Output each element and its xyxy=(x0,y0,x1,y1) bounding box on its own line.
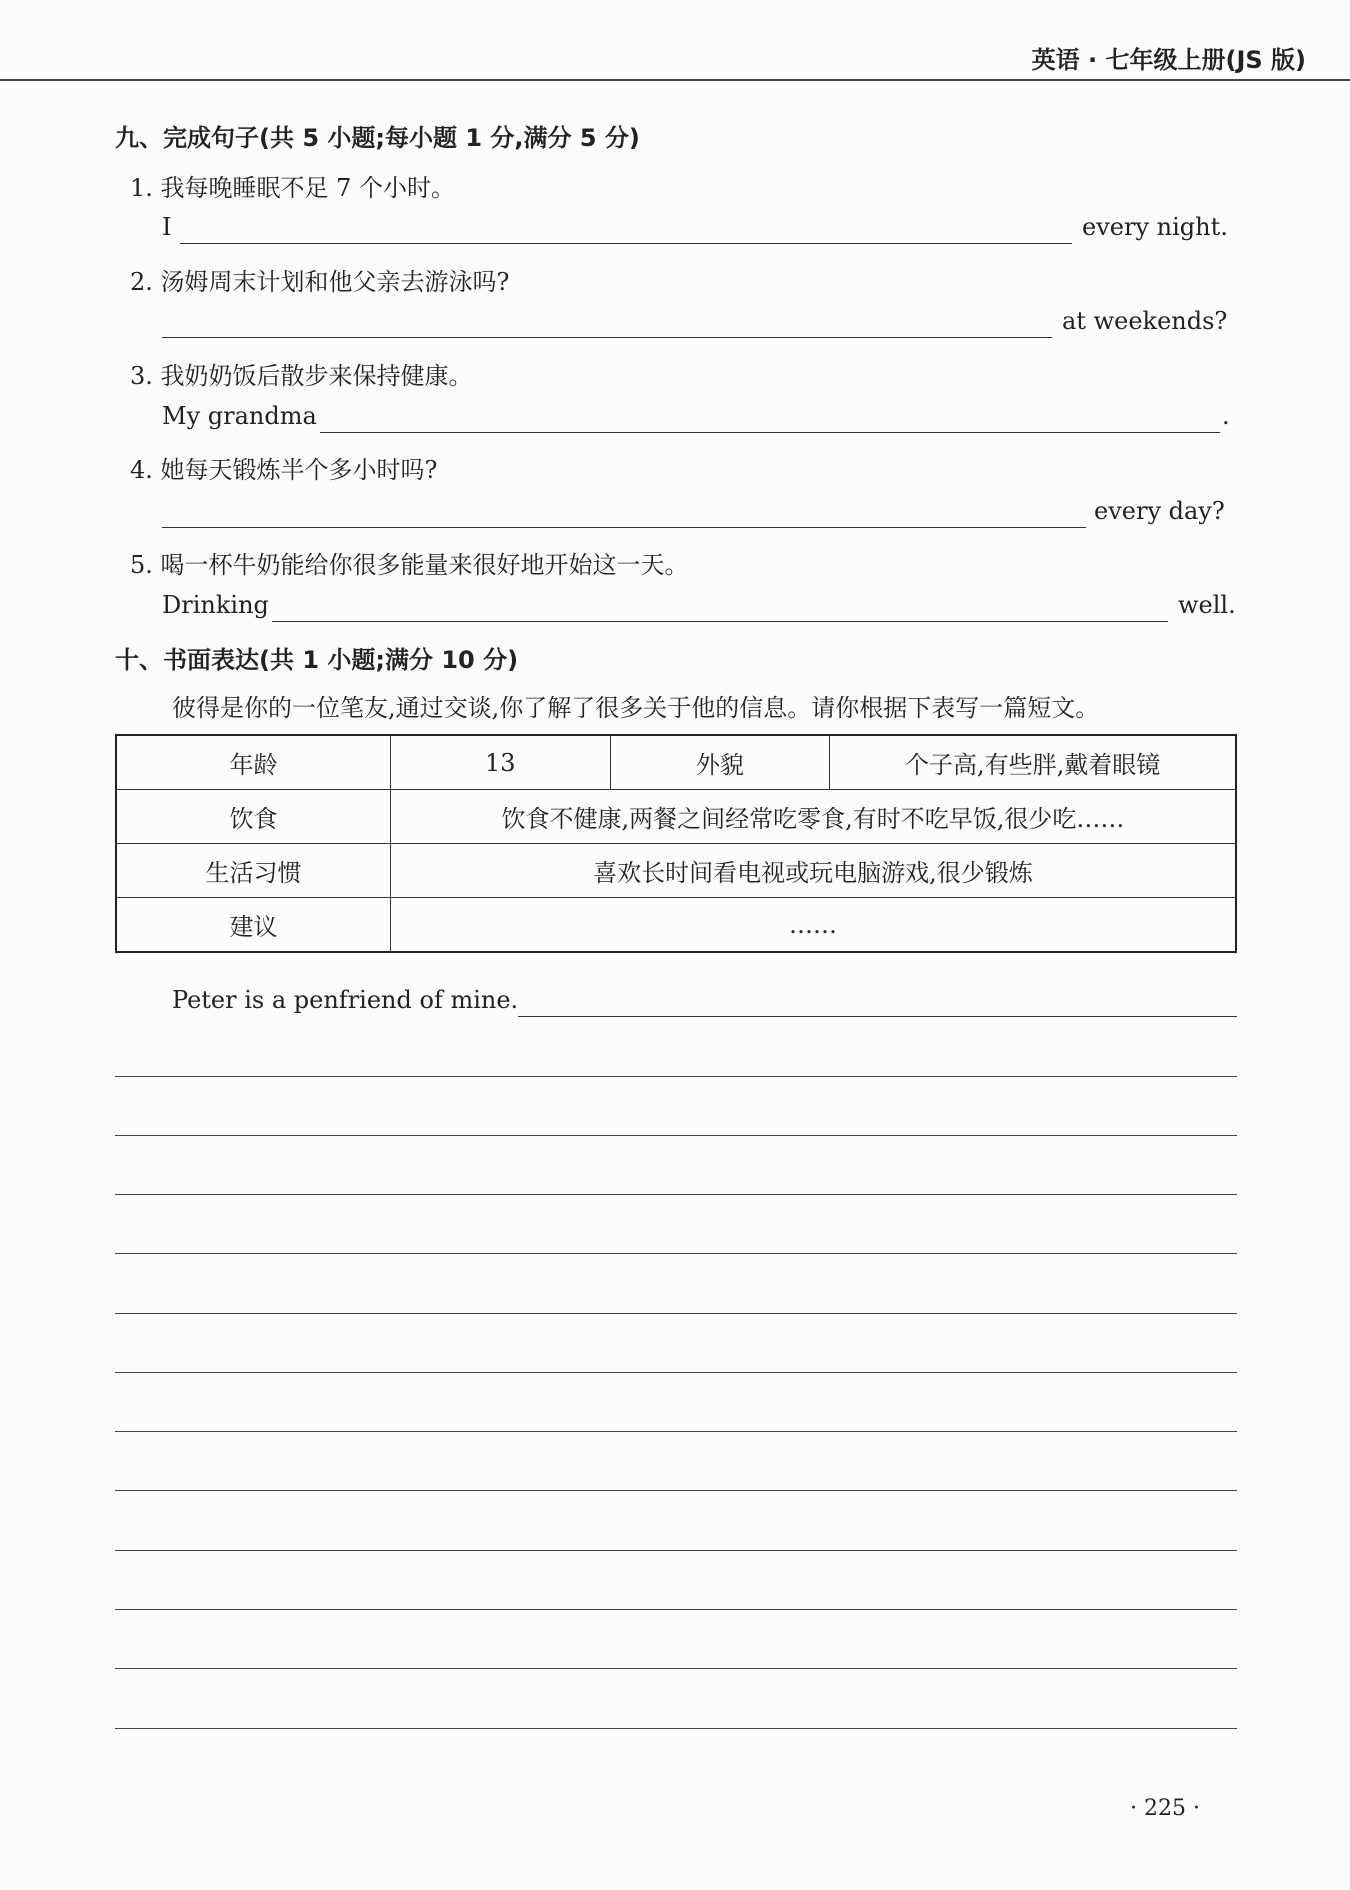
section9-title: 九、完成句子(共 5 小题;每小题 1 分,满分 5 分) xyxy=(115,124,640,152)
q1-lead: I xyxy=(162,213,172,241)
header-title: 英语 · 七年级上册(JS 版) xyxy=(1031,46,1306,74)
essay-line[interactable] xyxy=(115,1668,1237,1669)
row-appearance-label: 外貌 xyxy=(610,735,830,790)
row-age-value: 13 xyxy=(391,735,611,790)
q2-answer-blank[interactable] xyxy=(162,337,1052,338)
row-diet-label: 饮食 xyxy=(116,790,391,844)
essay-line[interactable] xyxy=(115,1609,1237,1610)
essay-line[interactable] xyxy=(115,1372,1237,1373)
info-table xyxy=(115,734,1237,953)
row-advice-value: …… xyxy=(391,898,1237,953)
row-advice-label: 建议 xyxy=(116,898,391,953)
q5-suffix: well. xyxy=(1178,591,1236,619)
row-habits-value: 喜欢长时间看电视或玩电脑游戏,很少锻炼 xyxy=(391,844,1237,898)
q4-answer-blank[interactable] xyxy=(162,527,1086,528)
q5-answer-blank[interactable] xyxy=(272,621,1168,622)
row-age-label: 年龄 xyxy=(116,735,391,790)
q1-prompt: 1. 我每晚睡眠不足 7 个小时。 xyxy=(130,174,456,202)
q2-prompt: 2. 汤姆周末计划和他父亲去游泳吗? xyxy=(130,268,510,296)
q3-prompt: 3. 我奶奶饭后散步来保持健康。 xyxy=(130,362,473,390)
essay-line[interactable] xyxy=(115,1135,1237,1136)
page-number: · 225 · xyxy=(1130,1796,1200,1821)
q4-prompt: 4. 她每天锻炼半个多小时吗? xyxy=(130,456,438,484)
section10-title: 十、书面表达(共 1 小题;满分 10 分) xyxy=(115,646,519,674)
row-habits-label: 生活习惯 xyxy=(116,844,391,898)
essay-line[interactable] xyxy=(115,1194,1237,1195)
essay-line[interactable] xyxy=(115,1550,1237,1551)
section10-instruction: 彼得是你的一位笔友,通过交谈,你了解了很多关于他的信息。请你根据下表写一篇短文。 xyxy=(172,694,1100,722)
table-row xyxy=(116,790,1236,844)
essay-start: Peter is a penfriend of mine. xyxy=(172,986,519,1014)
q3-answer-blank[interactable] xyxy=(320,432,1220,433)
essay-line[interactable] xyxy=(115,1076,1237,1077)
essay-line[interactable] xyxy=(115,1490,1237,1491)
row-diet-value: 饮食不健康,两餐之间经常吃零食,有时不吃早饭,很少吃…… xyxy=(391,790,1237,844)
q3-suffix: . xyxy=(1222,402,1230,430)
table-row xyxy=(116,735,1236,790)
essay-line[interactable] xyxy=(115,1728,1237,1729)
q5-lead: Drinking xyxy=(162,591,269,619)
table-row xyxy=(116,898,1236,953)
table-row xyxy=(116,844,1236,898)
essay-line[interactable] xyxy=(115,1253,1237,1254)
row-appearance-value: 个子高,有些胖,戴着眼镜 xyxy=(830,735,1236,790)
essay-line-first[interactable] xyxy=(518,1016,1237,1017)
q1-suffix: every night. xyxy=(1082,213,1228,241)
q1-answer-blank[interactable] xyxy=(180,243,1072,244)
header-rule xyxy=(0,79,1350,81)
essay-line[interactable] xyxy=(115,1313,1237,1314)
q4-suffix: every day? xyxy=(1094,497,1225,525)
essay-line[interactable] xyxy=(115,1431,1237,1432)
q3-lead: My grandma xyxy=(162,402,317,430)
q2-suffix: at weekends? xyxy=(1062,307,1228,335)
q5-prompt: 5. 喝一杯牛奶能给你很多能量来很好地开始这一天。 xyxy=(130,551,689,579)
